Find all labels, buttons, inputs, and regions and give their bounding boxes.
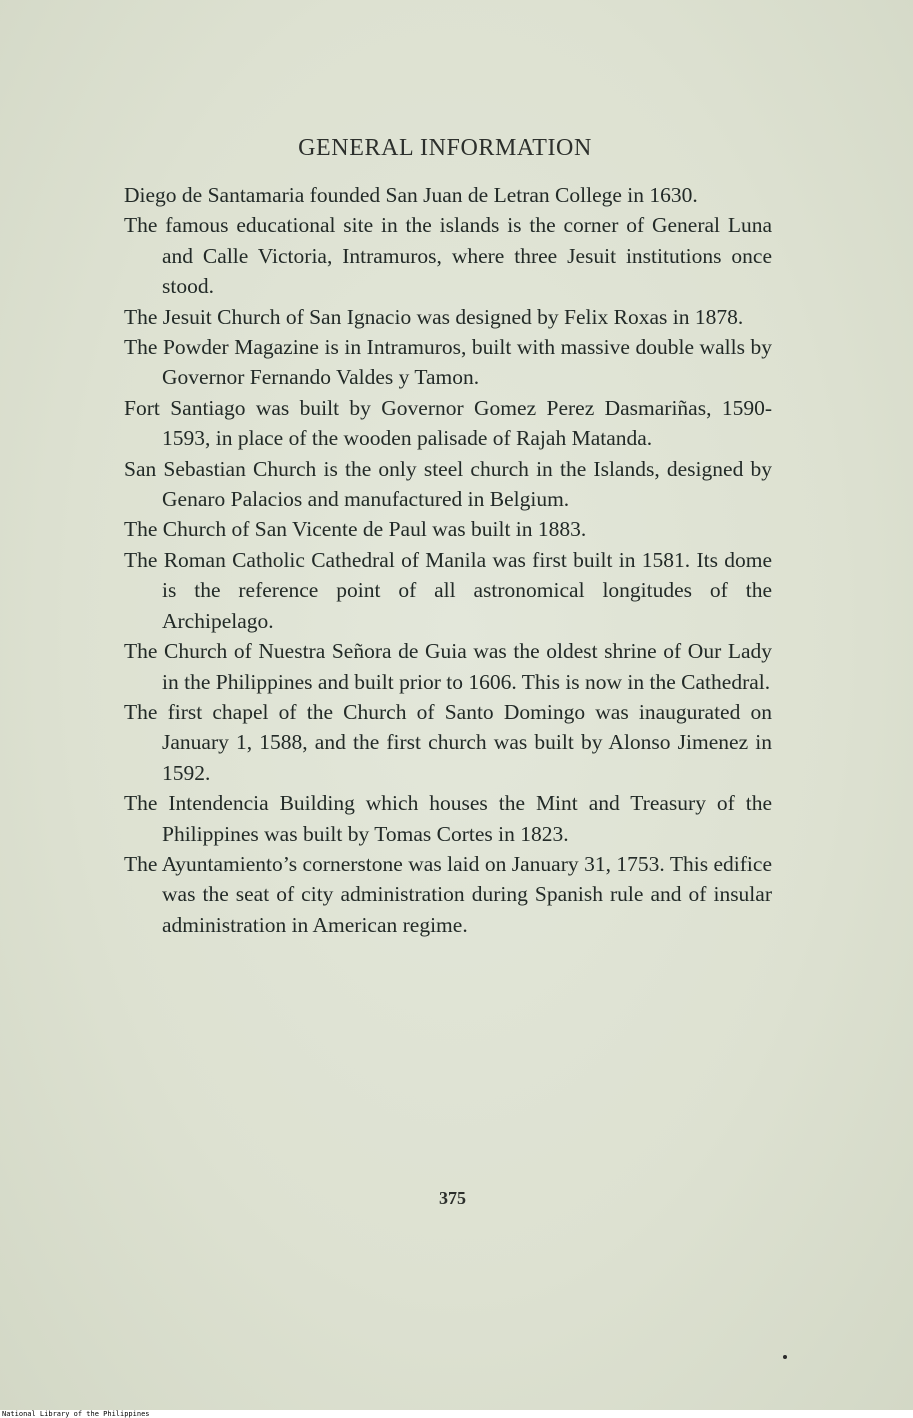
entry-paragraph: The Intendencia Building which houses the Mint and Treasury of the Philippines was built by Tomas Cortes in 1823. <box>124 791 772 846</box>
entry-paragraph: The Church of Nuestra Señora de Guia was the oldest shrine of Our Lady in the Philippines and built prior to 1606. This is now in the Cathedral. <box>124 639 772 694</box>
entry-list <box>124 180 772 940</box>
library-credit: National Library of the Philippines <box>2 1410 150 1418</box>
entry-paragraph: The Powder Magazine is in Intramuros, built with massive double walls by Governor Fernando Valdes y Tamon. <box>124 335 772 390</box>
entry-paragraph: Fort Santiago was built by Governor Gomez Perez Dasmariñas, 1590-1593, in place of the wooden palisade of Rajah Matanda. <box>124 395 772 451</box>
entry-paragraph: The Ayuntamiento’s cornerstone was laid on January 31, 1753. This edifice was the seat of city administration during Spanish rule and of insular administration in American regime. <box>124 851 772 937</box>
entry-paragraph: The Church of San Vicente de Paul was built in 1883. <box>124 517 587 542</box>
entry-paragraph: The Roman Catholic Cathedral of Manila was first built in 1581. Its dome is the reference point of all astronomical longitudes of the Archipelago. <box>124 547 772 633</box>
entry-paragraph: The famous educational site in the islands is the corner of General Luna and Calle Victoria, Intramuros, where three Jesuit institutions once stood. <box>124 213 772 299</box>
entry-paragraph: The first chapel of the Church of Santo Domingo was inaugurated on January 1, 1588, and the first church was built by Alonso Jimenez in 1592. <box>124 699 772 785</box>
page-number: 375 <box>439 1188 466 1208</box>
entry-paragraph: Diego de Santamaria founded San Juan de Letran College in 1630. <box>124 183 698 207</box>
entry-paragraph: The Jesuit Church of San Ignacio was designed by Felix Roxas in 1878. <box>124 304 744 329</box>
page-title: GENERAL INFORMATION <box>298 135 592 161</box>
paper-speck <box>783 1355 787 1359</box>
entry-paragraph: San Sebastian Church is the only steel church in the Islands, designed by Genaro Palacios and manufactured in Belgium. <box>124 456 772 512</box>
